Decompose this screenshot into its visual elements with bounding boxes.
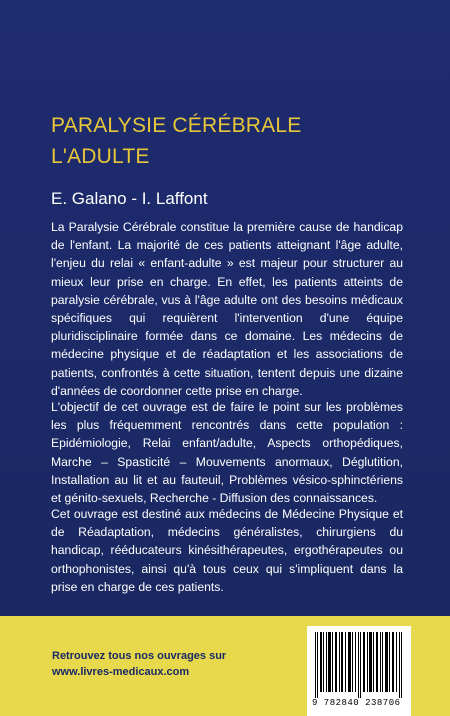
footer-website[interactable]: www.livres-medicaux.com	[52, 666, 190, 678]
description-paragraph-3: Cet ouvrage est destiné aux médecins de Médecine Physique et de Réadaptation, médecins généralistes, chirurgiens du handicap, rééducateurs kinésithérapeutes, ergothérapeutes ou orthophonistes, ainsi qu'à tous ceux qui s'impliquent dans la prise en charge de ces patients.	[51, 507, 403, 594]
title-line-2: L'ADULTE	[51, 145, 150, 168]
description-paragraph-1: La Paralysie Cérébrale constitue la première cause de handicap de l'enfant. La majorité de ces patients atteignant l'âge adulte, l'enjeu du relai « enfant-adulte » est majeur pour structurer au mieux leur prise en charge. En effet, les patients atteints de paralysie cérébrale, vus à l'âge adulte ont des besoins médicaux spécifiques qui requièrent l'intervention d'une équipe pluridisciplinaire formée dans ce domaine. Les médecins de médecine physique et de réadaptation et les associations de patients, confrontés à cette situation, tentent depuis une dizaine d'années de coordonner cette prise en charge.	[51, 220, 403, 398]
barcode-number: 9 782840 238706	[312, 698, 401, 708]
footer-line-1: Retrouvez tous nos ouvrages sur	[52, 650, 227, 662]
title-line-1: PARALYSIE CÉRÉBRALE	[51, 114, 302, 137]
book-title	[51, 110, 411, 172]
authors: E. Galano - I. Laffont	[51, 189, 208, 208]
barcode-bars	[313, 632, 405, 698]
footer-text	[52, 648, 226, 680]
description-paragraph-2: L'objectif de cet ouvrage est de faire le point sur les problèmes les plus fréquemment rencontrés dans cette population : Epidémiologie, Relai enfant/adulte, Aspects orthopédiques, Marche – Spasticité – Mouvements anormaux, Déglutition, Installation au lit et au fauteuil, Problèmes vésico-sphinctériens et génito-sexuels, Recherche - Diffusion des connaissances.	[51, 400, 403, 506]
